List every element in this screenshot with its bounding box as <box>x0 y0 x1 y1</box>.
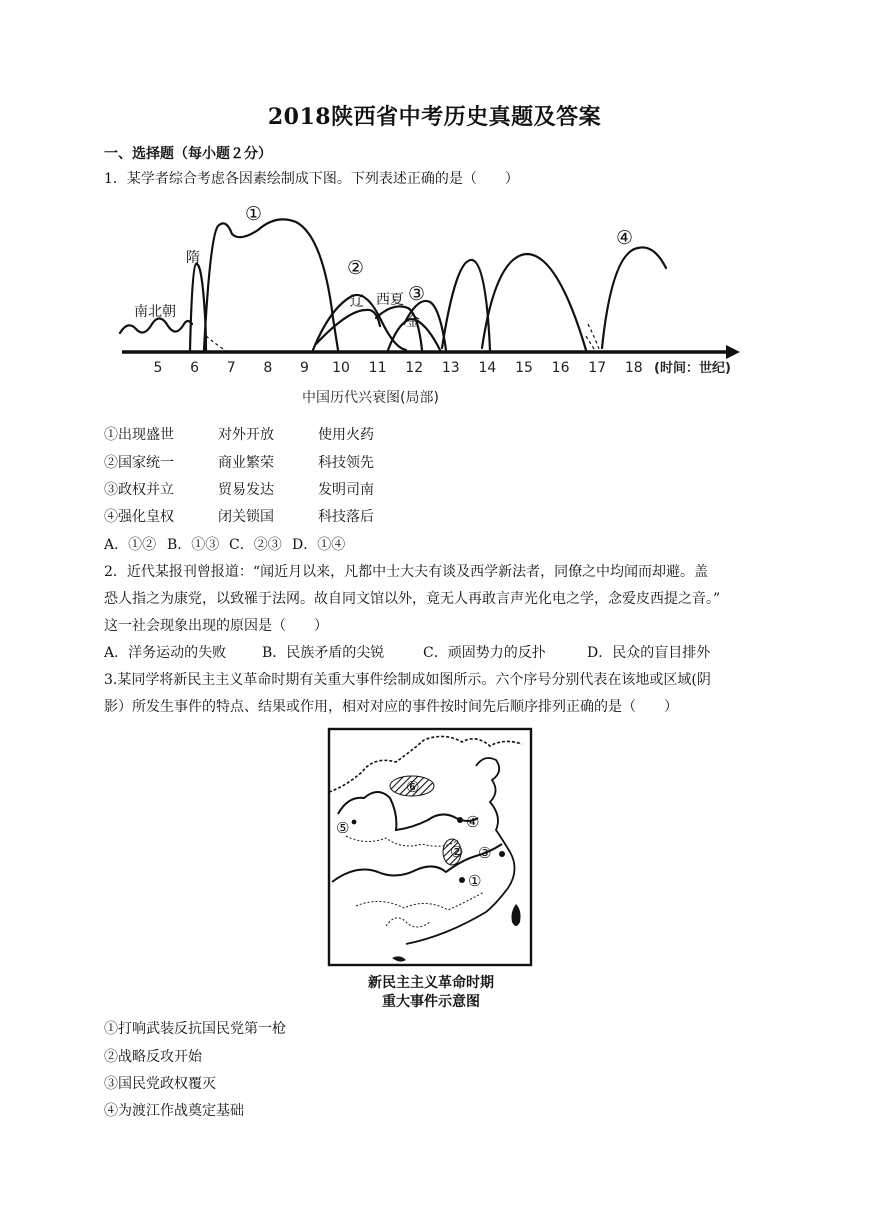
curve-liao <box>316 310 380 344</box>
q1-row-2 <box>104 452 374 472</box>
map-marker-6: ⑥ <box>406 778 420 796</box>
q3-item-1: ①打响武装反抗国民党第一枪 <box>104 1021 286 1037</box>
label-sui: 隋 <box>186 250 200 266</box>
q2-stem-line-3: 这一社会现象出现的原因是（ ） <box>104 618 328 634</box>
q2-option-c: C．顽固势力的反扑 <box>423 645 546 661</box>
q1-row-4-col-2: 闭关锁国 <box>218 509 274 525</box>
axis-tick-label: 12 <box>405 360 424 376</box>
axis-tick-label: 17 <box>588 360 607 376</box>
q3-stem-line-2: 影）所发生事件的特点、结果或作用，相对对应的事件按时间先后顺序排列正确的是（ ） <box>104 699 678 715</box>
axis-tick-label: 11 <box>368 360 387 376</box>
q2-stem-line-2: 恐人指之为康党，以致罹于法网。故自同文馆以外，竟无人再敢言声光化电之学，念爱皮西提之音。” <box>104 591 721 607</box>
label-xixia: 西夏 <box>376 292 404 308</box>
chart-caption: 中国历代兴衰图(局部) <box>302 390 439 406</box>
map-marker-3: ③ <box>478 844 492 862</box>
section-heading: 一、选择题（每小题２分） <box>104 146 272 162</box>
q3-item-3: ③国民党政权覆灭 <box>104 1076 216 1092</box>
q1-option-d: D．①④ <box>292 537 346 553</box>
axis-tick-label: 10 <box>332 360 350 376</box>
axis-tick-label: 6 <box>190 360 200 376</box>
q1-row-1-col-2: 对外开放 <box>218 427 274 443</box>
q3-stem-line-1: 3.某同学将新民主主义革命时期有关重大事件绘制成如图所示。六个序号分别代表在该地或区域(阴 <box>104 672 711 688</box>
marker-1: ① <box>245 203 263 225</box>
q1-options <box>104 534 345 554</box>
q2-options <box>104 642 710 662</box>
q1-row-1-col-1: ①出现盛世 <box>104 427 174 443</box>
q1-row-4-col-1: ④强化皇权 <box>104 509 174 525</box>
q1-row-4-col-3: 科技落后 <box>318 509 374 525</box>
q2-stem-line-1: 2．近代某报刊曾报道：“闻近月以来，凡都中士大夫有谈及西学新法者，同僚之中均闻而却避。盖 <box>104 564 709 580</box>
axis-tick-label: 18 <box>624 360 643 376</box>
axis-tick-label: 13 <box>441 360 460 376</box>
q1-row-2-col-3: 科技领先 <box>318 455 374 471</box>
curve-qing <box>602 247 666 348</box>
axis-tick-label: 5 <box>153 360 163 376</box>
q3-item-2: ②战略反攻开始 <box>104 1049 202 1065</box>
axis-tick-label: 14 <box>478 360 497 376</box>
axis-tick-label: 16 <box>551 360 570 376</box>
map-marker-2: ② <box>450 843 464 861</box>
map-caption-line-1: 新民主主义革命时期 <box>368 975 494 991</box>
history-rise-fall-chart <box>118 196 750 414</box>
curve-ming <box>482 254 586 350</box>
label-liao: 辽 <box>350 294 364 310</box>
marker-3: ③ <box>408 283 426 305</box>
marker-4: ④ <box>616 227 634 249</box>
q1-option-c: C．②③ <box>229 537 282 553</box>
map-marker-1: ① <box>468 872 482 890</box>
q1-row-2-col-1: ②国家统一 <box>104 455 174 471</box>
q3-item-4: ④为渡江作战奠定基础 <box>104 1103 244 1119</box>
revolution-events-map <box>326 726 536 1018</box>
label-jin: 金 <box>406 314 420 330</box>
axis-tick-label: 8 <box>263 360 273 376</box>
label-nanbeichao: 南北朝 <box>134 304 176 320</box>
axis-tick-label: 15 <box>515 360 533 376</box>
q2-option-d: D．民众的盲目排外 <box>587 645 711 661</box>
q2-option-a: A．洋务运动的失败 <box>104 645 227 661</box>
axis-unit-label: (时间：世纪) <box>654 361 731 376</box>
q1-row-4 <box>104 506 374 526</box>
curve-nanbeichao <box>120 318 192 333</box>
document-title: 2018陕西省中考历史真题及答案 <box>267 104 602 130</box>
map-marker-4: ④ <box>466 813 480 831</box>
q1-row-1-col-3: 使用火药 <box>318 427 374 443</box>
q1-row-3-col-1: ③政权并立 <box>104 482 174 498</box>
map-caption-line-2: 重大事件示意图 <box>382 994 480 1010</box>
map-marker-5: ⑤ <box>336 819 350 837</box>
q1-stem: 1．某学者综合考虑各因素绘制成下图。下列表述正确的是（ ） <box>104 171 519 187</box>
axis-tick-label: 9 <box>299 360 309 376</box>
q1-option-b: B．①③ <box>167 537 220 553</box>
marker-2: ② <box>347 257 365 279</box>
q1-row-3-col-3: 发明司南 <box>318 482 374 498</box>
q1-option-a: A．①② <box>104 537 157 553</box>
curve-tang <box>204 219 338 350</box>
axis-tick-label: 7 <box>226 360 236 376</box>
q1-row-3 <box>104 479 374 499</box>
curve-sui <box>190 264 206 350</box>
q1-row-2-col-2: 商业繁荣 <box>218 455 274 471</box>
q2-option-b: B．民族矛盾的尖锐 <box>262 645 385 661</box>
q1-row-3-col-2: 贸易发达 <box>218 482 274 498</box>
q1-row-1 <box>104 424 374 444</box>
